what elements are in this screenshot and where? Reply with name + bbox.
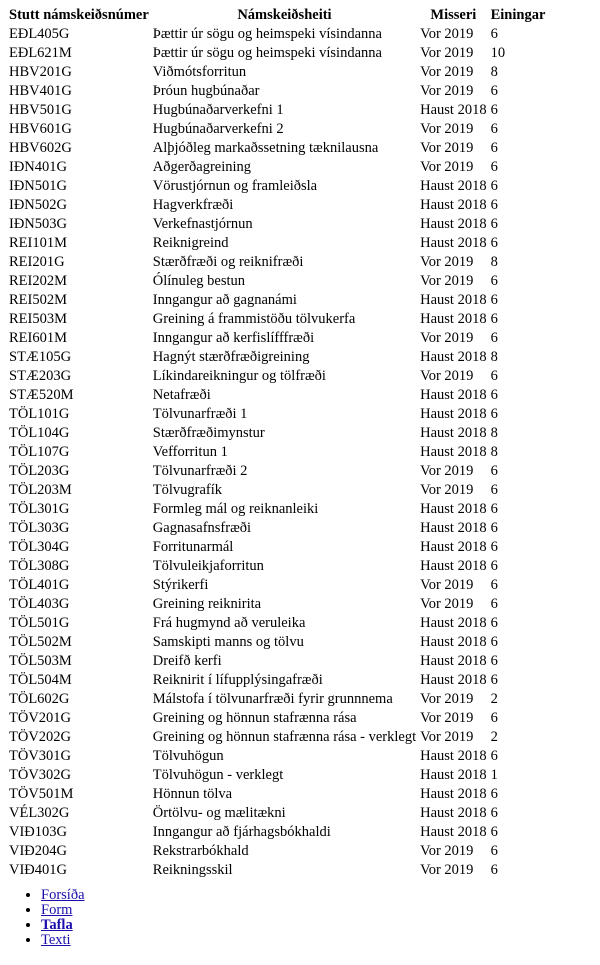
cell-course-name: Tölvuhögun - verklegt	[152, 767, 284, 783]
table-row	[8, 44, 546, 63]
cell-course-code: TÖV201G	[9, 710, 72, 726]
cell-course-name: Tölvuhögun	[152, 748, 224, 764]
cell-course-code: VIÐ204G	[9, 843, 67, 859]
cell-course-name: Inngangur að kerfislífffræði	[152, 330, 315, 346]
cell-credits: 6	[490, 748, 498, 764]
cell-credits: 6	[490, 368, 498, 384]
cell-course-code: TÖL501G	[9, 615, 70, 631]
cell-course-code: TÖL203M	[9, 482, 72, 498]
cell-course-code: TÖL308G	[9, 558, 70, 574]
table-row	[8, 500, 546, 519]
table-row	[8, 424, 546, 443]
cell-credits: 6	[490, 805, 498, 821]
cell-semester: Haust 2018	[420, 235, 487, 251]
cell-semester: Vor 2019	[420, 159, 474, 175]
cell-course-code: IÐN501G	[9, 178, 67, 194]
cell-course-code: IÐN401G	[9, 159, 67, 175]
table-row	[8, 462, 546, 481]
cell-course-code: HBV602G	[9, 140, 72, 156]
cell-semester: Haust 2018	[420, 672, 487, 688]
cell-course-name: Hagnýt stærðfræðigreining	[152, 349, 310, 365]
cell-semester: Haust 2018	[420, 558, 487, 574]
cell-course-name: Greining reiknirita	[152, 596, 262, 612]
cell-credits: 6	[490, 558, 498, 574]
cell-course-name: Frá hugmynd að veruleika	[152, 615, 306, 631]
cell-course-code: TÖL403G	[9, 596, 70, 612]
cell-semester: Vor 2019	[420, 254, 474, 270]
cell-course-code: TÖL502M	[9, 634, 72, 650]
table-header-row	[8, 6, 546, 25]
cell-course-name: Tölvunarfræði 1	[152, 406, 248, 422]
col-header-course-name: Námskeiðsheiti	[237, 7, 332, 23]
cell-course-name: Hönnun tölva	[152, 786, 233, 802]
cell-course-name: Stærðfræði og reiknifræði	[152, 254, 304, 270]
cell-course-code: STÆ105G	[9, 349, 72, 365]
cell-credits: 6	[490, 520, 498, 536]
table-row	[8, 538, 546, 557]
cell-course-code: TÖL303G	[9, 520, 70, 536]
table-row	[8, 709, 546, 728]
cell-semester: Vor 2019	[420, 140, 474, 156]
cell-credits: 6	[490, 83, 498, 99]
cell-course-code: REI101M	[9, 235, 67, 251]
cell-course-code: STÆ520M	[9, 387, 74, 403]
cell-semester: Vor 2019	[420, 862, 474, 878]
table-row	[8, 842, 546, 861]
cell-credits: 8	[490, 425, 498, 441]
cell-course-code: REI503M	[9, 311, 67, 327]
cell-course-code: TÖL104G	[9, 425, 70, 441]
cell-course-code: IÐN503G	[9, 216, 67, 232]
table-row	[8, 519, 546, 538]
cell-course-code: TÖL504M	[9, 672, 72, 688]
cell-semester: Haust 2018	[420, 615, 487, 631]
cell-semester: Vor 2019	[420, 843, 474, 859]
col-header-semester: Misseri	[430, 7, 477, 23]
cell-course-name: Formleg mál og reiknanleiki	[152, 501, 319, 517]
cell-course-code: TÖL301G	[9, 501, 70, 517]
cell-course-name: Dreifð kerfi	[152, 653, 222, 669]
cell-semester: Haust 2018	[420, 425, 487, 441]
table-row	[8, 747, 546, 766]
cell-credits: 2	[490, 691, 498, 707]
cell-semester: Vor 2019	[420, 691, 474, 707]
cell-credits: 6	[490, 843, 498, 859]
cell-course-name: Vefforritun 1	[152, 444, 228, 460]
table-row	[8, 785, 546, 804]
cell-course-code: HBV401G	[9, 83, 72, 99]
table-row	[8, 861, 546, 880]
cell-course-name: Greining á frammistöðu tölvukerfa	[152, 311, 356, 327]
cell-semester: Vor 2019	[420, 26, 474, 42]
table-row	[8, 196, 546, 215]
cell-credits: 6	[490, 311, 498, 327]
table-row	[8, 348, 546, 367]
cell-semester: Haust 2018	[420, 197, 487, 213]
table-row	[8, 633, 546, 652]
cell-course-name: Rekstrarbókhald	[152, 843, 249, 859]
cell-course-name: Hugbúnaðarverkefni 1	[152, 102, 284, 118]
cell-semester: Vor 2019	[420, 729, 474, 745]
cell-credits: 10	[490, 45, 506, 61]
cell-credits: 6	[490, 482, 498, 498]
cell-semester: Haust 2018	[420, 824, 487, 840]
cell-course-name: Þættir úr sögu og heimspeki vísindanna	[152, 26, 382, 42]
table-row	[8, 310, 546, 329]
cell-course-name: Alþjóðleg markaðssetning tæknilausna	[152, 140, 379, 156]
cell-semester: Haust 2018	[420, 216, 487, 232]
cell-semester: Haust 2018	[420, 805, 487, 821]
cell-credits: 6	[490, 539, 498, 555]
cell-credits: 8	[490, 349, 498, 365]
table-row	[8, 63, 546, 82]
cell-course-code: TÖL401G	[9, 577, 70, 593]
cell-credits: 6	[490, 330, 498, 346]
cell-course-name: Inngangur að fjárhagsbókhaldi	[152, 824, 331, 840]
cell-credits: 6	[490, 634, 498, 650]
cell-semester: Vor 2019	[420, 596, 474, 612]
cell-credits: 2	[490, 729, 498, 745]
cell-credits: 6	[490, 216, 498, 232]
nav-menu	[0, 888, 85, 948]
cell-credits: 6	[490, 463, 498, 479]
cell-course-name: Reiknigreind	[152, 235, 229, 251]
cell-course-name: Ólínuleg bestun	[152, 273, 246, 289]
cell-credits: 6	[490, 140, 498, 156]
cell-semester: Haust 2018	[420, 520, 487, 536]
cell-course-code: REI601M	[9, 330, 67, 346]
table-row	[8, 671, 546, 690]
table-row	[8, 272, 546, 291]
cell-semester: Haust 2018	[420, 311, 487, 327]
cell-course-name: Líkindareikningur og tölfræði	[152, 368, 326, 384]
cell-course-name: Greining og hönnun stafrænna rása - verklegt	[152, 729, 417, 745]
cell-course-code: TÖV302G	[9, 767, 72, 783]
nav-link-forsíða[interactable]: Forsíða	[41, 887, 85, 903]
cell-credits: 6	[490, 102, 498, 118]
cell-semester: Vor 2019	[420, 463, 474, 479]
cell-course-name: Þættir úr sögu og heimspeki vísindanna	[152, 45, 382, 61]
cell-course-name: Reikningsskil	[152, 862, 233, 878]
table-row	[8, 25, 546, 44]
cell-credits: 6	[490, 824, 498, 840]
table-row	[8, 690, 546, 709]
nav-item	[41, 888, 85, 903]
cell-credits: 6	[490, 26, 498, 42]
table-row	[8, 367, 546, 386]
cell-semester: Haust 2018	[420, 634, 487, 650]
table-row	[8, 766, 546, 785]
cell-course-name: Verkefnastjórnun	[152, 216, 253, 232]
cell-semester: Haust 2018	[420, 406, 487, 422]
cell-semester: Haust 2018	[420, 387, 487, 403]
cell-course-name: Forritunarmál	[152, 539, 234, 555]
cell-semester: Haust 2018	[420, 501, 487, 517]
cell-course-code: TÖL107G	[9, 444, 70, 460]
cell-semester: Haust 2018	[420, 653, 487, 669]
cell-semester: Vor 2019	[420, 83, 474, 99]
table-row	[8, 234, 546, 253]
cell-course-code: TÖL203G	[9, 463, 70, 479]
cell-course-name: Aðgerðagreining	[152, 159, 252, 175]
cell-credits: 6	[490, 653, 498, 669]
cell-course-name: Viðmótsforritun	[152, 64, 247, 80]
cell-credits: 8	[490, 254, 498, 270]
table-row	[8, 576, 546, 595]
cell-course-name: Málstofa í tölvunarfræði fyrir grunnnema	[152, 691, 393, 707]
table-row	[8, 823, 546, 842]
cell-course-name: Stýrikerfi	[152, 577, 209, 593]
cell-course-code: REI201G	[9, 254, 65, 270]
cell-course-code: TÖL304G	[9, 539, 70, 555]
cell-credits: 6	[490, 577, 498, 593]
cell-semester: Vor 2019	[420, 577, 474, 593]
cell-course-code: TÖV202G	[9, 729, 72, 745]
cell-course-code: EÐL621M	[9, 45, 72, 61]
cell-course-name: Greining og hönnun stafrænna rása	[152, 710, 357, 726]
cell-course-code: REI502M	[9, 292, 67, 308]
cell-semester: Haust 2018	[420, 767, 487, 783]
table-row	[8, 652, 546, 671]
table-row	[8, 595, 546, 614]
cell-credits: 1	[490, 767, 498, 783]
nav-link-texti[interactable]: Texti	[41, 932, 71, 948]
table-row	[8, 158, 546, 177]
cell-semester: Vor 2019	[420, 121, 474, 137]
cell-course-name: Samskipti manns og tölvu	[152, 634, 304, 650]
cell-course-name: Tölvuleikjaforritun	[152, 558, 264, 574]
table-row	[8, 728, 546, 747]
cell-semester: Vor 2019	[420, 330, 474, 346]
cell-course-code: HBV501G	[9, 102, 72, 118]
table-row	[8, 443, 546, 462]
nav-item	[41, 903, 85, 918]
cell-course-name: Tölvunarfræði 2	[152, 463, 248, 479]
table-row	[8, 101, 546, 120]
table-body	[8, 25, 546, 880]
cell-credits: 6	[490, 615, 498, 631]
cell-semester: Haust 2018	[420, 748, 487, 764]
cell-credits: 6	[490, 406, 498, 422]
cell-semester: Haust 2018	[420, 444, 487, 460]
cell-credits: 6	[490, 292, 498, 308]
cell-semester: Vor 2019	[420, 710, 474, 726]
cell-course-code: TÖL503M	[9, 653, 72, 669]
table-row	[8, 82, 546, 101]
cell-credits: 6	[490, 159, 498, 175]
cell-course-code: VÉL302G	[9, 805, 70, 821]
cell-semester: Vor 2019	[420, 45, 474, 61]
cell-credits: 6	[490, 387, 498, 403]
nav-link-form[interactable]: Form	[41, 902, 73, 918]
table-row	[8, 614, 546, 633]
cell-semester: Haust 2018	[420, 178, 487, 194]
cell-credits: 6	[490, 672, 498, 688]
cell-credits: 8	[490, 64, 498, 80]
nav-item	[41, 933, 85, 948]
table-row	[8, 405, 546, 424]
cell-course-code: EÐL405G	[9, 26, 70, 42]
nav-link-tafla[interactable]: Tafla	[41, 917, 73, 933]
col-header-credits: Einingar	[490, 7, 546, 23]
cell-course-name: Þróun hugbúnaðar	[152, 83, 260, 99]
cell-credits: 6	[490, 178, 498, 194]
cell-course-code: TÖV301G	[9, 748, 72, 764]
cell-semester: Haust 2018	[420, 292, 487, 308]
table-row	[8, 139, 546, 158]
cell-course-code: VIÐ103G	[9, 824, 67, 840]
cell-course-code: VIÐ401G	[9, 862, 67, 878]
cell-semester: Haust 2018	[420, 102, 487, 118]
col-header-course-code: Stutt námskeiðsnúmer	[9, 7, 149, 23]
table-row	[8, 804, 546, 823]
table-row	[8, 557, 546, 576]
cell-course-code: HBV601G	[9, 121, 72, 137]
cell-semester: Haust 2018	[420, 786, 487, 802]
cell-course-code: HBV201G	[9, 64, 72, 80]
cell-credits: 6	[490, 786, 498, 802]
cell-course-name: Gagnasafnsfræði	[152, 520, 252, 536]
cell-course-code: TÖL602G	[9, 691, 70, 707]
table-row	[8, 177, 546, 196]
cell-credits: 8	[490, 444, 498, 460]
cell-course-name: Hagverkfræði	[152, 197, 234, 213]
table-row	[8, 215, 546, 234]
cell-credits: 6	[490, 235, 498, 251]
cell-semester: Vor 2019	[420, 368, 474, 384]
cell-course-code: REI202M	[9, 273, 67, 289]
courses-table	[6, 6, 548, 880]
table-row	[8, 120, 546, 139]
cell-credits: 6	[490, 862, 498, 878]
cell-course-name: Inngangur að gagnanámi	[152, 292, 297, 308]
nav-item	[41, 918, 85, 933]
cell-course-name: Reiknirit í lífupplýsingafræði	[152, 672, 323, 688]
cell-course-name: Hugbúnaðarverkefni 2	[152, 121, 284, 137]
cell-course-name: Netafræði	[152, 387, 211, 403]
cell-course-code: TÖV501M	[9, 786, 74, 802]
cell-credits: 6	[490, 197, 498, 213]
cell-credits: 6	[490, 273, 498, 289]
cell-course-name: Tölvugrafík	[152, 482, 223, 498]
cell-semester: Haust 2018	[420, 349, 487, 365]
cell-credits: 6	[490, 121, 498, 137]
cell-semester: Vor 2019	[420, 273, 474, 289]
cell-course-code: IÐN502G	[9, 197, 67, 213]
table-row	[8, 386, 546, 405]
cell-credits: 6	[490, 710, 498, 726]
table-row	[8, 253, 546, 272]
cell-course-name: Stærðfræðimynstur	[152, 425, 265, 441]
cell-course-name: Örtölvu- og mælitækni	[152, 805, 286, 821]
cell-course-code: TÖL101G	[9, 406, 70, 422]
table-row	[8, 291, 546, 310]
cell-course-code: STÆ203G	[9, 368, 72, 384]
cell-semester: Vor 2019	[420, 482, 474, 498]
cell-credits: 6	[490, 596, 498, 612]
table-row	[8, 329, 546, 348]
cell-semester: Vor 2019	[420, 64, 474, 80]
cell-course-name: Vörustjórnun og framleiðsla	[152, 178, 318, 194]
table-row	[8, 481, 546, 500]
cell-semester: Haust 2018	[420, 539, 487, 555]
cell-credits: 6	[490, 501, 498, 517]
